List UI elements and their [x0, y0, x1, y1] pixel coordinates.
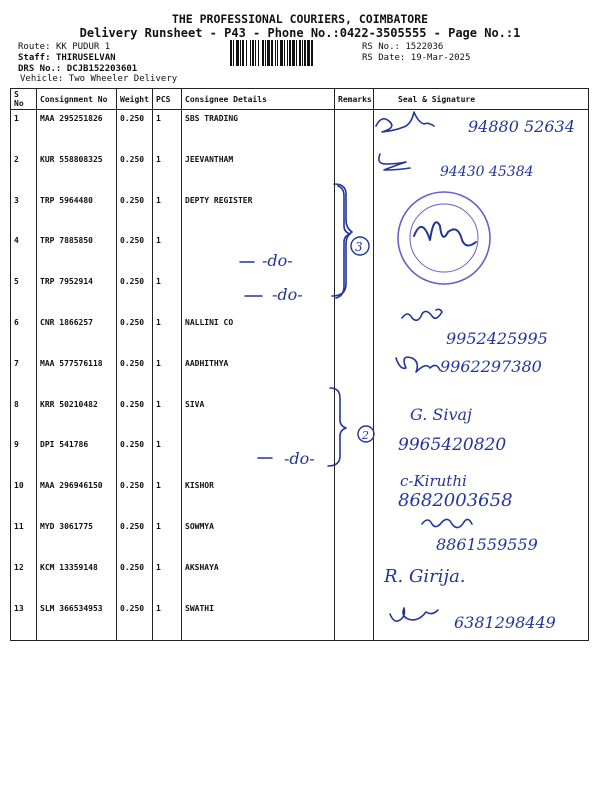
ditto-mark: -do- — [284, 449, 315, 468]
handwritten-signature: G. Sivaj — [410, 405, 472, 424]
cell-consignee: DEPTY REGISTER — [182, 192, 335, 233]
cell-signature — [374, 518, 589, 559]
table-row — [11, 273, 589, 314]
handwritten-phone: 6381298449 — [454, 613, 556, 632]
cell-sno: 2 — [11, 151, 37, 192]
cell-remarks — [335, 600, 374, 641]
cell-consignment: MAA 296946150 — [37, 477, 117, 518]
cell-consignment: SLM 366534953 — [37, 600, 117, 641]
cell-consignment: KRR 50210482 — [37, 396, 117, 437]
cell-pcs: 1 — [153, 151, 182, 192]
cell-weight: 0.250 — [117, 600, 153, 641]
cell-signature — [374, 151, 589, 192]
col-seal: Seal & Signature — [374, 89, 589, 110]
cell-sno: 7 — [11, 355, 37, 396]
cell-signature — [374, 314, 589, 355]
cell-remarks — [335, 477, 374, 518]
table-row — [11, 559, 589, 600]
group-count: 3 — [355, 240, 363, 254]
cell-consignment: MYD 3061775 — [37, 518, 117, 559]
col-consignee: Consignee Details — [182, 89, 335, 110]
cell-signature — [374, 355, 589, 396]
handwritten-phone: 9952425995 — [446, 329, 548, 348]
cell-weight: 0.250 — [117, 396, 153, 437]
cell-remarks — [335, 396, 374, 437]
cell-remarks — [335, 314, 374, 355]
cell-sno: 4 — [11, 232, 37, 273]
rs-no-line: RS No.: 1522036 — [362, 42, 444, 52]
table-header-row — [11, 89, 589, 110]
cell-sno: 5 — [11, 273, 37, 314]
cell-remarks — [335, 559, 374, 600]
cell-sno: 8 — [11, 396, 37, 437]
col-remarks: Remarks — [335, 89, 374, 110]
cell-weight: 0.250 — [117, 314, 153, 355]
cell-pcs: 1 — [153, 477, 182, 518]
route-line: Route: KK PUDUR 1 — [18, 42, 111, 52]
cell-consignee: SIVA — [182, 396, 335, 437]
cell-pcs: 1 — [153, 436, 182, 477]
cell-weight: 0.250 — [117, 559, 153, 600]
cell-signature — [374, 436, 589, 477]
cell-weight: 0.250 — [117, 436, 153, 477]
cell-consignment: TRP 7952914 — [37, 273, 117, 314]
cell-consignment: TRP 5964480 — [37, 192, 117, 233]
handwritten-phone: 9965420820 — [398, 435, 507, 455]
cell-consignment: TRP 7885850 — [37, 232, 117, 273]
table-row — [11, 232, 589, 273]
cell-remarks — [335, 518, 374, 559]
cell-consignment: MAA 295251826 — [37, 110, 117, 151]
table-row — [11, 151, 589, 192]
company-title: THE PROFESSIONAL COURIERS, COIMBATORE — [171, 12, 429, 26]
table-row — [11, 110, 589, 151]
runsheet-subtitle: Delivery Runsheet - P43 - Phone No.:0422-3505555 - Page No.:1 — [79, 26, 521, 40]
cell-pcs: 1 — [153, 192, 182, 233]
cell-consignee — [182, 436, 335, 477]
cell-sno: 10 — [11, 477, 37, 518]
cell-remarks — [335, 355, 374, 396]
drs-line: DRS No.: DCJB152203601 — [18, 64, 138, 74]
handwritten-phone: 94880 52634 — [468, 117, 575, 136]
cell-pcs: 1 — [153, 273, 182, 314]
cell-consignment: KUR 558808325 — [37, 151, 117, 192]
rs-date-line: RS Date: 19-Mar-2025 — [362, 53, 471, 63]
cell-sno: 11 — [11, 518, 37, 559]
cell-consignee: AADHITHYA — [182, 355, 335, 396]
cell-weight: 0.250 — [117, 110, 153, 151]
vehicle-line: Vehicle: Two Wheeler Delivery — [20, 74, 178, 84]
cell-signature — [374, 273, 589, 314]
cell-signature — [374, 477, 589, 518]
table-row — [11, 355, 589, 396]
cell-weight: 0.250 — [117, 151, 153, 192]
col-pcs: PCS — [153, 89, 182, 110]
barcode-image — [230, 40, 354, 66]
cell-consignee: SOWMYA — [182, 518, 335, 559]
staff-line: Staff: THIRUSELVAN — [18, 53, 116, 63]
cell-weight: 0.250 — [117, 518, 153, 559]
cell-sno: 1 — [11, 110, 37, 151]
group-count: 2 — [362, 429, 369, 442]
cell-weight: 0.250 — [117, 477, 153, 518]
cell-remarks — [335, 436, 374, 477]
cell-pcs: 1 — [153, 355, 182, 396]
cell-weight: 0.250 — [117, 273, 153, 314]
table-row — [11, 436, 589, 477]
cell-sno: 6 — [11, 314, 37, 355]
cell-signature — [374, 559, 589, 600]
cell-sno: 12 — [11, 559, 37, 600]
cell-pcs: 1 — [153, 396, 182, 437]
cell-consignee — [182, 273, 335, 314]
ditto-mark: -do- — [272, 285, 303, 304]
cell-remarks — [335, 151, 374, 192]
cell-consignment: DPI 541786 — [37, 436, 117, 477]
cell-remarks — [335, 192, 374, 233]
cell-consignee: JEEVANTHAM — [182, 151, 335, 192]
cell-consignment: KCM 13359148 — [37, 559, 117, 600]
handwritten-phone: 94430 45384 — [440, 164, 534, 180]
cell-consignee: SWATHI — [182, 600, 335, 641]
cell-weight: 0.250 — [117, 232, 153, 273]
cell-signature — [374, 600, 589, 641]
cell-consignee: NALLINI CO — [182, 314, 335, 355]
table-row — [11, 314, 589, 355]
cell-sno: 9 — [11, 436, 37, 477]
table-row — [11, 192, 589, 233]
cell-signature — [374, 396, 589, 437]
cell-consignee — [182, 232, 335, 273]
handwritten-phone: 9962297380 — [440, 357, 542, 376]
cell-consignment: CNR 1866257 — [37, 314, 117, 355]
col-sno: S No — [11, 89, 37, 110]
cell-signature — [374, 232, 589, 273]
cell-remarks — [335, 232, 374, 273]
cell-pcs: 1 — [153, 600, 182, 641]
handwritten-phone: 8861559559 — [436, 535, 538, 554]
cell-pcs: 1 — [153, 110, 182, 151]
cell-pcs: 1 — [153, 232, 182, 273]
handwritten-phone: 8682003658 — [398, 490, 513, 511]
cell-weight: 0.250 — [117, 192, 153, 233]
ditto-mark: -do- — [262, 251, 293, 270]
col-consignment: Consignment No — [37, 89, 117, 110]
cell-consignment: MAA 577576118 — [37, 355, 117, 396]
cell-signature — [374, 110, 589, 151]
col-weight: Weight — [117, 89, 153, 110]
cell-consignee: KISHOR — [182, 477, 335, 518]
cell-remarks — [335, 273, 374, 314]
table-row — [11, 518, 589, 559]
table-row — [11, 477, 589, 518]
table-row — [11, 396, 589, 437]
cell-remarks — [335, 110, 374, 151]
cell-consignee: SBS TRADING — [182, 110, 335, 151]
cell-weight: 0.250 — [117, 355, 153, 396]
cell-sno: 3 — [11, 192, 37, 233]
runsheet-table — [10, 88, 589, 641]
cell-signature — [374, 192, 589, 233]
cell-sno: 13 — [11, 600, 37, 641]
table-row — [11, 600, 589, 641]
cell-pcs: 1 — [153, 518, 182, 559]
cell-pcs: 1 — [153, 559, 182, 600]
cell-consignee: AKSHAYA — [182, 559, 335, 600]
handwritten-signature: c-Kiruthi — [400, 472, 467, 490]
cell-pcs: 1 — [153, 314, 182, 355]
handwritten-signature: R. Girija. — [384, 566, 466, 587]
